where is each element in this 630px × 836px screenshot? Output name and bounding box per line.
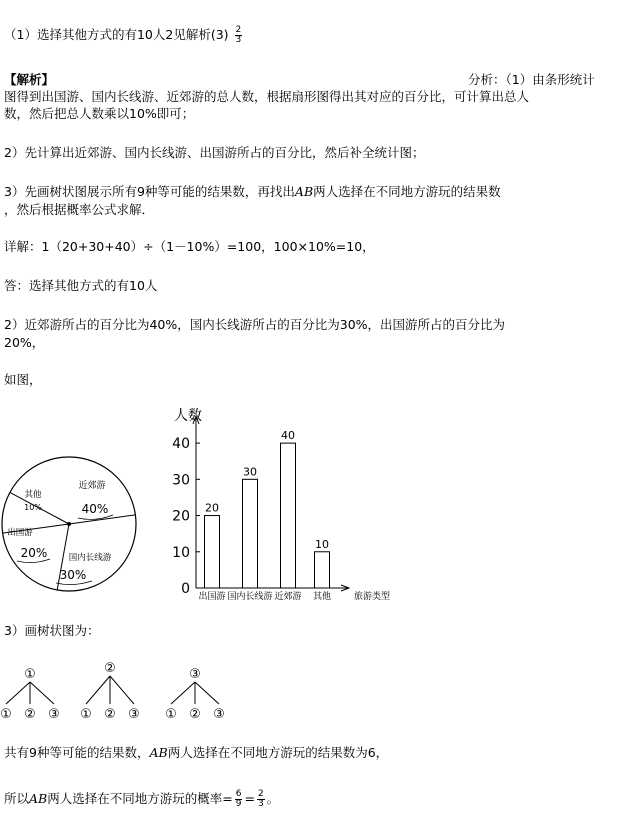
tree-leaf: ②: [24, 707, 36, 722]
analysis-1-line-1: 图得到出国游、国内长线游、近郊游的总人数，根据扇形图得出其对应的百分比，可计算出总人: [4, 89, 530, 104]
bar-1: [243, 479, 258, 588]
pie-label-jinjiao: 近郊游: [78, 481, 106, 491]
y-axis-label: 人数: [174, 408, 202, 424]
answer-statement: 答：选择其他方式的有10人: [4, 278, 158, 293]
tree-leaf: ③: [48, 707, 60, 722]
y-tick-label: 40: [172, 436, 190, 453]
bar-3: [315, 552, 330, 588]
tree-branch: [86, 676, 110, 704]
final-line: 所以AB两人选择在不同地方游玩的概率= $\frac{6}{9}$ = $\frac{2}{3}$ 。: [4, 789, 280, 809]
analysis-3-line-2: ，然后根据概率公式求解．: [4, 202, 155, 217]
bar-data-label: 20: [205, 501, 219, 515]
tree-leaf: ①: [165, 707, 177, 722]
tree-leaf: ①: [80, 707, 92, 722]
detail-line: 详解：1（20+30+40）÷（1－10%）=100，100×10%=10，: [4, 239, 375, 254]
tree-root: ③: [189, 667, 201, 682]
pie-label-changxian: 国内长线游: [68, 553, 112, 563]
tree-leaf: ③: [213, 707, 225, 722]
x-category-label: 其他: [312, 592, 332, 600]
answer-part2: 2: [165, 27, 174, 42]
result-line: 共有9种等可能的结果数，AB两人选择在不同地方游玩的结果数为6，: [4, 745, 389, 760]
tree-branch: [110, 676, 134, 704]
pie-pct-chuguo: 20%: [20, 546, 48, 560]
y-tick-label: 30: [172, 472, 190, 489]
analysis-title: 【解析】: [4, 72, 55, 87]
part2-line-2: 20%，: [4, 335, 45, 350]
y-tick-label: 0: [181, 581, 190, 597]
tree-intro: 3）画树状图为：: [4, 623, 100, 638]
tree-diagram: [0, 660, 270, 730]
as-shown-text: 如图，: [4, 372, 42, 387]
tree-leaf: ②: [189, 707, 201, 722]
pie-label-chuguo: 出国游: [7, 528, 33, 538]
tree-branch: [171, 682, 195, 704]
tree-leaf: ③: [128, 707, 140, 722]
tree-branch: [6, 682, 30, 704]
y-tick-label: 10: [172, 544, 190, 561]
tree-root: ②: [104, 661, 116, 676]
tree-leaf: ②: [104, 707, 116, 722]
pie-label-qita: 其他: [24, 490, 42, 500]
analysis-1-line-2: 数，然后把总人数乘以10%即可；: [4, 106, 195, 121]
tree-leaf: ①: [0, 707, 12, 722]
tree-root: ①: [24, 667, 36, 682]
tree-branch: [195, 682, 219, 704]
pie-pct-jinjiao: 40%: [81, 502, 109, 516]
bar-0: [205, 516, 220, 588]
answer-part2-text: 见解析: [173, 27, 211, 42]
answer-part3: (3): [210, 27, 229, 42]
answer-line: [4, 26, 244, 45]
bar-data-label: 40: [281, 429, 295, 443]
analysis-3-line-1: 3）先画树状图展示所有9种等可能的结果数，再找出AB两人选择在不同地方游玩的结果数: [4, 184, 501, 199]
x-category-label: 近郊游: [274, 592, 302, 600]
tree-branch: [30, 682, 54, 704]
y-tick-label: 20: [172, 508, 190, 525]
bar-chart: [160, 400, 390, 600]
bar-data-label: 10: [315, 537, 329, 551]
x-category-label: 国内长线游: [227, 592, 273, 600]
pie-chart: [0, 450, 150, 600]
part2-line-1: 2）近郊游所占的百分比为40%，国内长线游所占的百分比为30%，出国游所占的百分比为: [4, 317, 506, 332]
answer-part1: （1）选择其他方式的有10人: [4, 27, 166, 42]
fraction-2-3: $\frac{2}{3}$: [257, 789, 264, 809]
analysis-2: 2）先计算出近郊游、国内长线游、出国游所占的百分比，然后补全统计图；: [4, 145, 425, 160]
fraction-6-9: $\frac{6}{9}$: [235, 789, 242, 809]
pie-pct-qita: 10%: [24, 503, 42, 512]
answer-fraction: $\frac{2}{3}$: [235, 25, 242, 45]
analysis-intro: 分析：（1）由条形统计: [468, 72, 595, 87]
bar-2: [281, 443, 296, 588]
pie-pct-changxian: 30%: [59, 568, 87, 582]
bar-data-label: 30: [243, 465, 257, 479]
x-category-label: 出国游: [198, 592, 226, 600]
x-axis-label: 旅游类型: [354, 592, 390, 600]
